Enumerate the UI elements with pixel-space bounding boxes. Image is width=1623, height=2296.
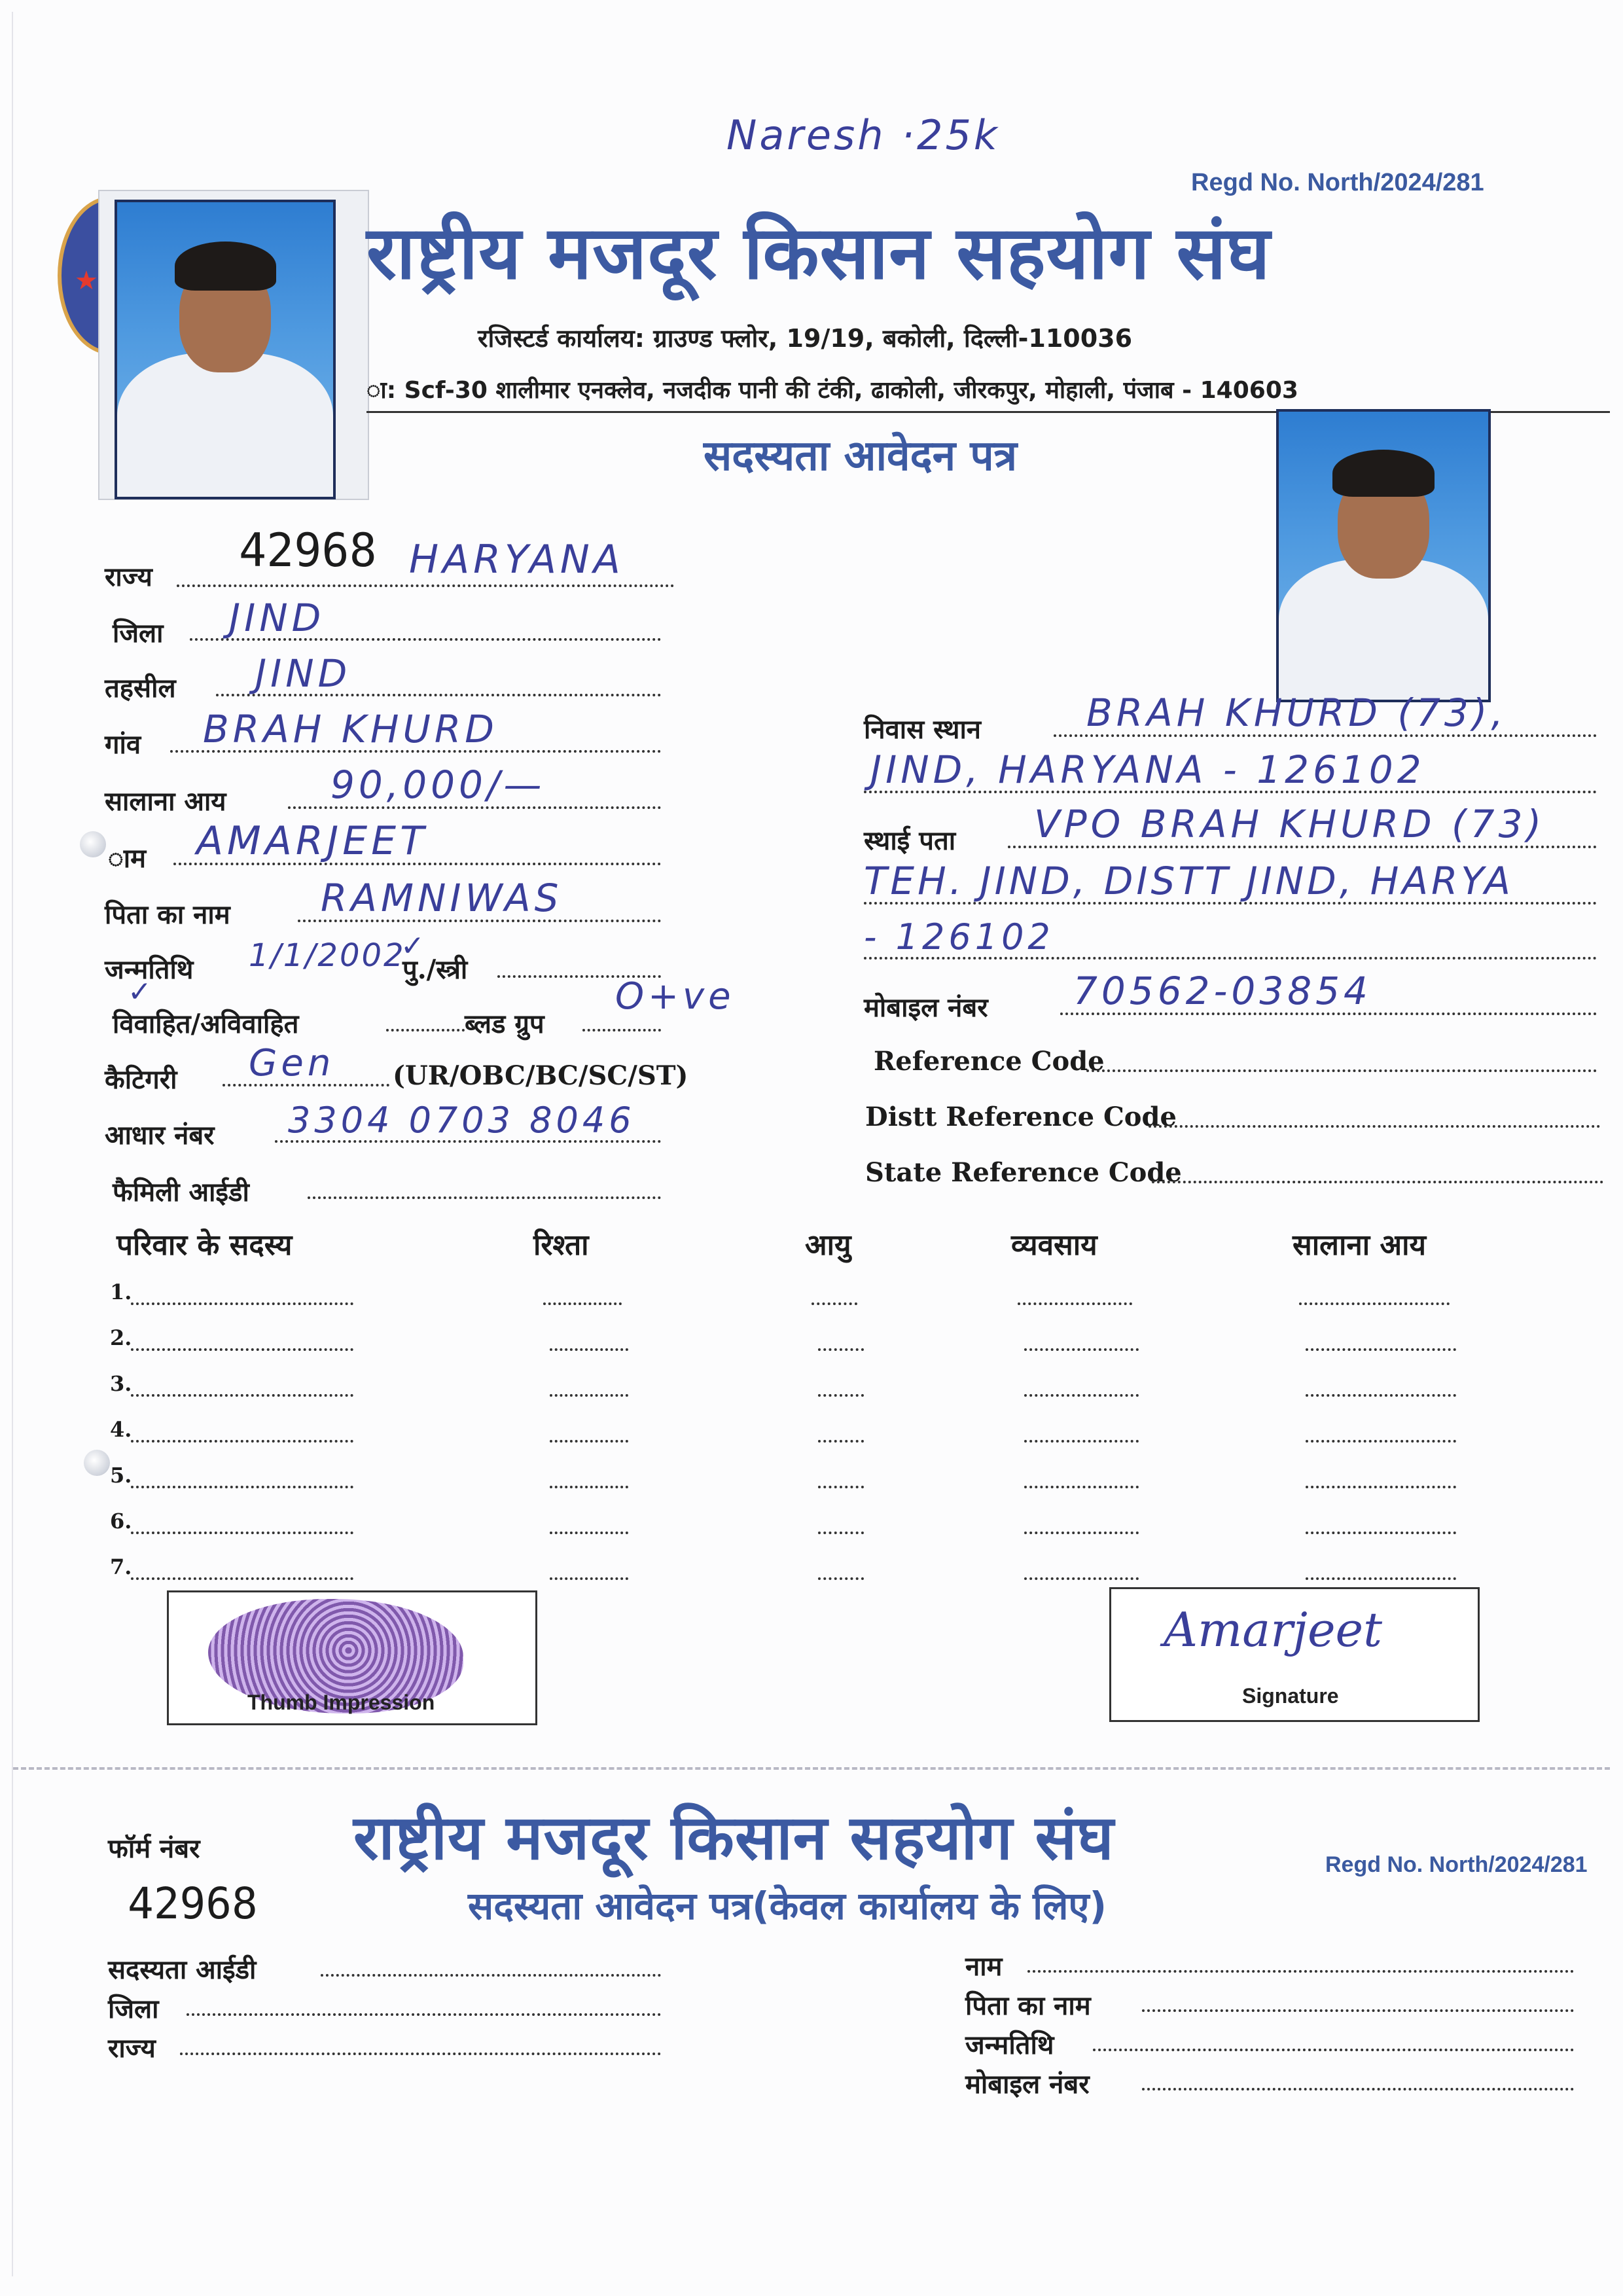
table-cell-member[interactable] <box>131 1394 353 1397</box>
residence-label: निवास स्थान <box>864 714 982 745</box>
table-cell-member[interactable] <box>131 1302 353 1305</box>
office-father-label: पिता का नाम <box>965 1990 1091 2021</box>
mobile-value[interactable]: 70562-03854 <box>1073 969 1372 1013</box>
table-cell-occupation[interactable] <box>1024 1486 1139 1488</box>
signature-caption: Signature <box>1242 1684 1339 1708</box>
table-cell-age[interactable] <box>818 1348 864 1351</box>
form-number-stamp: 42968 <box>239 524 377 577</box>
table-cell-member[interactable] <box>131 1348 353 1351</box>
family-member-header: परिवार के सदस्य <box>116 1229 293 1262</box>
org-title: राष्ट्रीय मजदूर किसान सहयोग संघ <box>366 211 1271 296</box>
table-cell-age[interactable] <box>818 1532 864 1534</box>
table-cell-relation[interactable] <box>550 1348 628 1351</box>
annual-income-value[interactable]: 90,000/— <box>330 762 546 807</box>
registered-office: रजिस्टर्ड कार्यालय: ग्राउण्ड फ्लोर, 19/19, बकोली, दिल्ली-110036 <box>478 324 1133 353</box>
marital-line <box>386 1029 465 1031</box>
office-state-label: राज्य <box>108 2033 156 2064</box>
office-org-title: राष्ट्रीय मजदूर किसान सहयोग संघ <box>353 1803 1115 1874</box>
state-reference-line <box>1152 1181 1603 1183</box>
table-cell-income[interactable] <box>1299 1302 1450 1305</box>
table-cell-relation[interactable] <box>550 1532 628 1534</box>
state-reference-label: State Reference Code <box>865 1157 1182 1188</box>
tehsil-label: तहसील <box>105 673 176 704</box>
table-cell-occupation[interactable] <box>1018 1302 1132 1305</box>
dob-value[interactable]: 1/1/2002 <box>249 937 406 974</box>
district-label: जिला <box>113 618 164 649</box>
office-mobile-label: मोबाइल नंबर <box>965 2069 1090 2100</box>
table-row-number: 6. <box>110 1509 132 1534</box>
office-name-line[interactable] <box>1027 1970 1574 1973</box>
aadhaar-value[interactable]: 3304 0703 8046 <box>288 1100 635 1141</box>
office-father-line[interactable] <box>1142 2009 1574 2012</box>
table-cell-income[interactable] <box>1306 1348 1456 1351</box>
tear-line <box>13 1767 1610 1770</box>
table-cell-member[interactable] <box>131 1532 353 1534</box>
table-cell-member[interactable] <box>131 1486 353 1488</box>
blood-group-value[interactable]: O+ve <box>615 975 735 1018</box>
gender-label: पु./स्त्री <box>402 954 468 985</box>
table-row-number: 2. <box>110 1325 132 1350</box>
table-cell-age[interactable] <box>818 1440 864 1443</box>
org-seal-logo: ★ <box>58 196 164 355</box>
marital-check-mark: ✓ <box>128 975 156 1009</box>
table-row-number: 5. <box>110 1463 132 1488</box>
state-label: राज्य <box>105 562 152 592</box>
village-value[interactable]: BRAH KHURD <box>203 707 498 751</box>
table-cell-occupation[interactable] <box>1024 1532 1139 1534</box>
category-options: (UR/OBC/BC/SC/ST) <box>393 1060 688 1091</box>
table-cell-relation[interactable] <box>550 1440 628 1443</box>
table-cell-occupation[interactable] <box>1024 1348 1139 1351</box>
table-cell-income[interactable] <box>1306 1394 1456 1397</box>
office-form-title: सदस्यता आवेदन पत्र(केवल कार्यालय के लिए) <box>468 1884 1107 1928</box>
table-cell-age[interactable] <box>818 1394 864 1397</box>
office-mobile-line[interactable] <box>1142 2088 1574 2090</box>
office-membership-id-label: सदस्यता आईडी <box>108 1954 257 1985</box>
office-district-label: जिला <box>108 1994 159 2024</box>
office-membership-id-line[interactable] <box>321 1974 661 1977</box>
marital-label: विवाहित/अविवाहित <box>113 1009 299 1039</box>
table-cell-income[interactable] <box>1306 1577 1456 1580</box>
office-dob-label: जन्मतिथि <box>965 2030 1054 2060</box>
annual-income-header: सालाना आय <box>1293 1229 1426 1262</box>
dob-label: जन्मतिथि <box>105 954 194 985</box>
table-cell-relation[interactable] <box>550 1577 628 1580</box>
permanent-value-2[interactable]: TEH. JIND, DISTT JIND, HARYA <box>864 859 1514 903</box>
signature-box[interactable] <box>1109 1587 1480 1722</box>
table-cell-income[interactable] <box>1306 1440 1456 1443</box>
district-value[interactable]: JIND <box>229 596 325 640</box>
form-title: सदस्यता आवेदन पत्र <box>704 432 1018 480</box>
table-row-number: 1. <box>110 1280 132 1304</box>
distt-reference-line <box>1149 1125 1600 1128</box>
name-value[interactable]: AMARJEET <box>196 818 428 864</box>
top-annotation: Naresh ·25k <box>726 111 1000 159</box>
applicant-photo-small <box>115 200 336 499</box>
office-district-line[interactable] <box>187 2013 661 2016</box>
table-cell-occupation[interactable] <box>1024 1577 1139 1580</box>
thumb-impression-box[interactable] <box>167 1590 537 1725</box>
category-label: कैटिगरी <box>105 1064 177 1095</box>
father-name-label: पिता का नाम <box>105 899 230 930</box>
staple-pin-icon <box>84 1450 110 1476</box>
table-cell-relation[interactable] <box>543 1302 622 1305</box>
table-cell-relation[interactable] <box>550 1486 628 1488</box>
office-dob-line[interactable] <box>1093 2049 1574 2051</box>
thumb-caption: Thumb Impression <box>247 1691 435 1714</box>
relation-header: रिश्ता <box>533 1229 589 1262</box>
table-cell-income[interactable] <box>1306 1486 1456 1488</box>
office-form-no-label: फॉर्म नंबर <box>108 1833 200 1864</box>
reference-code-line <box>1086 1069 1597 1072</box>
tehsil-value[interactable]: JIND <box>255 651 351 696</box>
mobile-label: मोबाइल नंबर <box>864 992 988 1023</box>
table-row-number: 3. <box>110 1371 132 1396</box>
table-cell-income[interactable] <box>1306 1532 1456 1534</box>
distt-reference-label: Distt Reference Code <box>865 1102 1177 1132</box>
state-line <box>177 584 674 587</box>
gender-check-mark: ✓ <box>401 929 429 963</box>
office-name-label: नाम <box>965 1951 1003 1982</box>
name-label: ाम <box>108 843 147 874</box>
table-cell-age[interactable] <box>818 1577 864 1580</box>
residence-value-2[interactable]: JIND, HARYANA - 126102 <box>870 747 1425 792</box>
table-cell-relation[interactable] <box>550 1394 628 1397</box>
family-id-line <box>308 1196 661 1199</box>
family-id-label: फैमिली आईडी <box>113 1177 249 1208</box>
occupation-header: व्यवसाय <box>1011 1229 1097 1262</box>
age-header: आयु <box>805 1229 851 1262</box>
staple-pin-icon <box>80 831 106 857</box>
table-cell-occupation[interactable] <box>1024 1440 1139 1443</box>
blood-group-label: ब्लड ग्रुप <box>465 1009 544 1039</box>
permanent-value-1[interactable]: VPO BRAH KHURD (73) <box>1034 802 1546 846</box>
table-cell-member[interactable] <box>131 1440 353 1443</box>
reference-code-label: Reference Code <box>874 1046 1105 1077</box>
village-label: गांव <box>105 729 141 760</box>
office-regd-number: Regd No. North/2024/281 <box>1325 1852 1588 1877</box>
blood-group-line <box>582 1029 661 1031</box>
branch-office: ा: Scf-30 शालीमार एनक्लेव, नजदीक पानी की टंकी, ढाकोली, जीरकपुर, मोहाली, पंजाब - 140603 <box>366 377 1298 404</box>
annual-income-label: सालाना आय <box>105 786 226 817</box>
office-state-line[interactable] <box>180 2053 661 2055</box>
table-cell-age[interactable] <box>818 1486 864 1488</box>
table-row-number: 7. <box>110 1554 132 1579</box>
table-row-number: 4. <box>110 1417 132 1442</box>
regd-number: Regd No. North/2024/281 <box>1191 169 1484 196</box>
table-cell-occupation[interactable] <box>1024 1394 1139 1397</box>
permanent-value-3[interactable]: - 126102 <box>864 916 1054 958</box>
table-cell-age[interactable] <box>812 1302 857 1305</box>
applicant-photo <box>1276 409 1491 702</box>
office-form-no: 42968 <box>128 1878 258 1929</box>
permanent-address-label: स्थाई पता <box>864 825 956 856</box>
state-value[interactable]: HARYANA <box>409 537 624 583</box>
father-name-value[interactable]: RAMNIWAS <box>321 876 563 920</box>
aadhaar-label: आधार नंबर <box>105 1120 215 1151</box>
category-value[interactable]: Gen <box>249 1042 335 1085</box>
signature-value: Amarjeet <box>1164 1602 1383 1657</box>
table-cell-member[interactable] <box>131 1577 353 1580</box>
residence-value-1[interactable]: BRAH KHURD (73), <box>1086 691 1507 735</box>
